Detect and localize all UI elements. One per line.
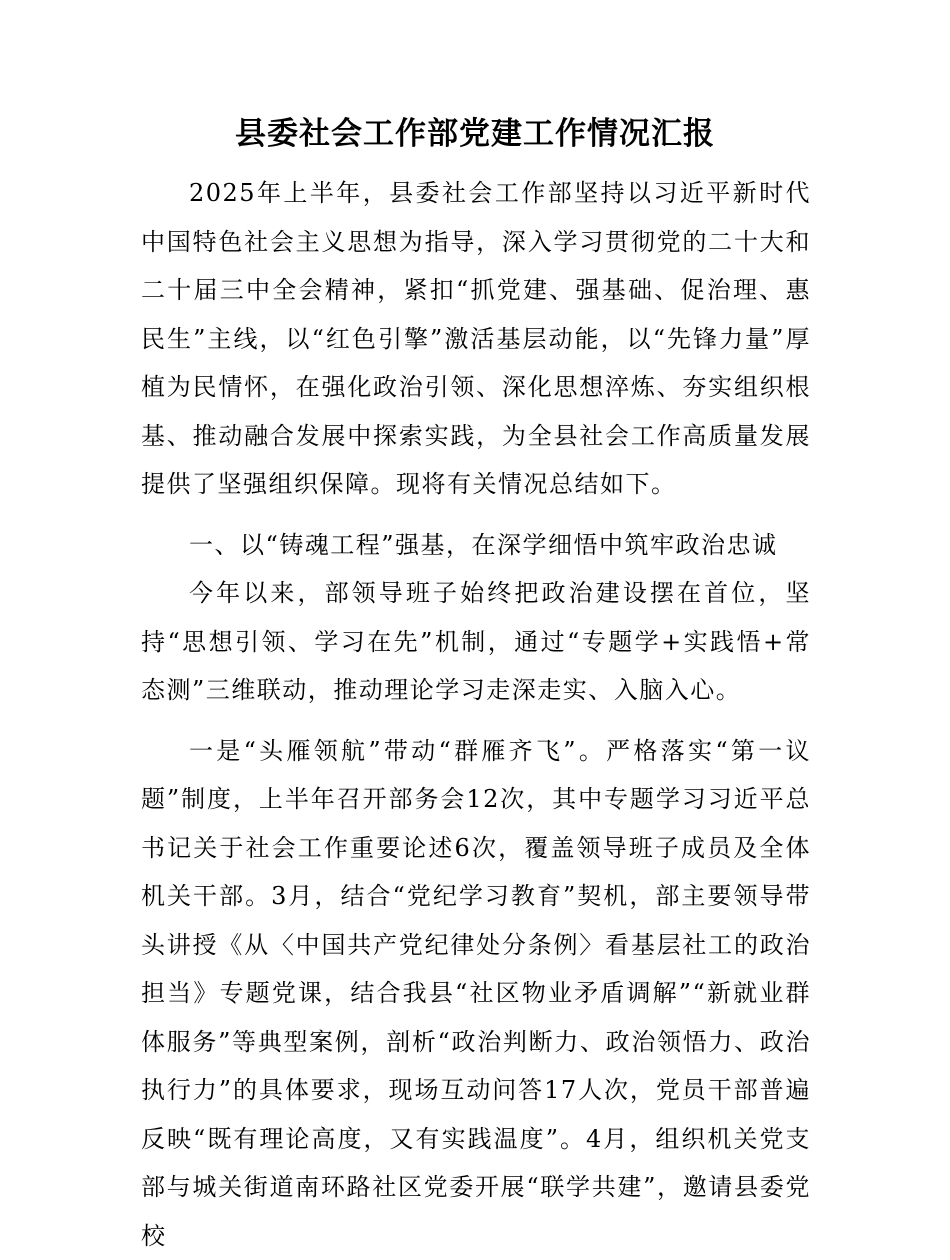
document-title: 县委社会工作部党建工作情况汇报 (0, 112, 950, 156)
section-1-heading: 一、以“铸魂工程”强基，在深学细悟中筑牢政治忠诚 (141, 521, 811, 570)
section-1-paragraph-2: 一是“头雁领航”带动“群雁齐飞”。严格落实“第一议题”制度，上半年召开部务会12次，其中专题学习习近平总书记关于社会工作重要论述6次，覆盖领导班子成员及全体机关干部。3月，结合“党纪学习教育”契机，部主要领导带头讲授《从〈中国共产党纪律处分条例〉看基层社工的政治担当》专题党课，结合我县“社区物业矛盾调解”“新就业群体服务”等典型案例，剖析“政治判断力、政治领悟力、政治执行力”的具体要求，现场互动问答17人次，党员干部普遍反映“既有理论高度，又有实践温度”。4月，组织机关党支部与城关街道南环路社区党委开展“联学共建”，邀请县委党校 (141, 727, 811, 1260)
document-body (141, 169, 811, 1260)
section-1-paragraph-1: 今年以来，部领导班子始终把政治建设摆在首位，坚持“思想引领、学习在先”机制，通过“专题学+实践悟+常态测”三维联动，推动理论学习走深走实、入脑入心。 (141, 569, 811, 715)
intro-paragraph: 2025年上半年，县委社会工作部坚持以习近平新时代中国特色社会主义思想为指导，深入学习贯彻党的二十大和二十届三中全会精神，紧扣“抓党建、强基础、促治理、惠民生”主线，以“红色引擎”激活基层动能，以“先锋力量”厚植为民情怀，在强化政治引领、深化思想淬炼、夯实组织根基、推动融合发展中探索实践，为全县社会工作高质量发展提供了坚强组织保障。现将有关情况总结如下。 (141, 169, 811, 509)
